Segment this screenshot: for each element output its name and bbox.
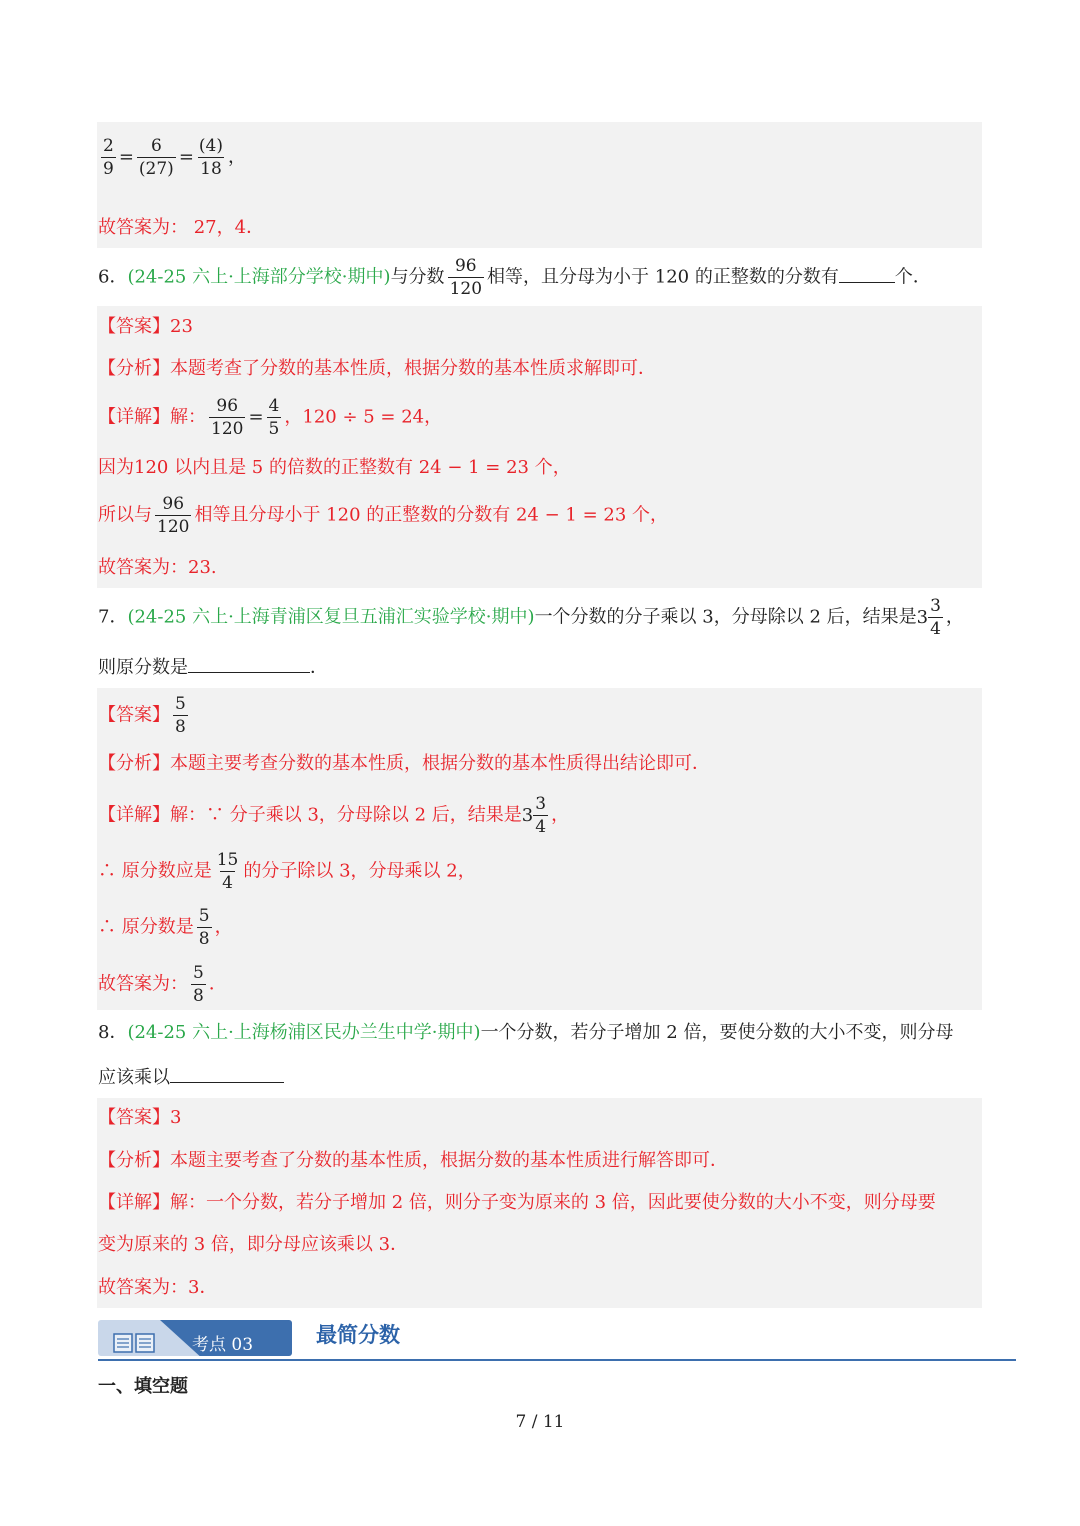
question-source: (24-25 六上·上海部分学校·期中) bbox=[127, 266, 391, 288]
conclusion-line: 故答案为： $\frac{5}{8}$ ． bbox=[98, 963, 227, 1006]
detail-line: 【详解】解： $\frac{96}{120}$ = $\frac{4}{5}$ ，120 ÷ 5 = 24， bbox=[98, 396, 443, 439]
fraction: $\frac{2}{9}$ bbox=[103, 136, 114, 179]
question-7: 7．(24-25 六上·上海青浦区复旦五浦汇实验学校·期中)一个分数的分子乘以 3，分母除以 2 后，结果是 3 $\frac{3}{4}$ ， bbox=[98, 596, 964, 639]
page-number: 7 / 11 bbox=[515, 1412, 565, 1432]
fraction: $\frac{(4)}{18}$ bbox=[198, 136, 224, 179]
fraction: $\frac{6}{(27)}$ bbox=[138, 136, 174, 179]
answer-line: 【答案】23 bbox=[98, 316, 193, 337]
question-7-line2: 则原分数是 ． bbox=[98, 654, 328, 680]
detail-line: 【详解】解：一个分数，若分子增加 2 倍，则分子变为原来的 3 倍，因此要使分数的大小不变，则分母要 bbox=[98, 1192, 936, 1213]
analysis-line: 【分析】本题主要考查了分数的基本性质，根据分数的基本性质进行解答即可． bbox=[98, 1150, 728, 1171]
conclusion-line: 故答案为：3． bbox=[98, 1277, 218, 1298]
answer-blank bbox=[170, 1064, 284, 1083]
analysis-line: 【分析】本题主要考查分数的基本性质，根据分数的基本性质得出结论即可． bbox=[98, 753, 710, 774]
subheading: 一、填空题 bbox=[98, 1376, 188, 1397]
answer-conclusion: 故答案为： 27，4． bbox=[98, 217, 265, 238]
conclusion-line: 故答案为：23. bbox=[98, 557, 217, 578]
question-source: (24-25 六上·上海青浦区复旦五浦汇实验学校·期中) bbox=[127, 606, 535, 628]
analysis-line: 【分析】本题考查了分数的基本性质，根据分数的基本性质求解即可． bbox=[98, 358, 656, 379]
detail-line: 【详解】解：∵ 分子乘以 3，分母除以 2 后，结果是 3 $\frac{3}{4}$ ， bbox=[98, 794, 570, 837]
detail-line: 因为120 以内且是 5 的倍数的正整数有 24 − 1 = 23 个， bbox=[98, 457, 571, 478]
answer-line: 【答案】3 bbox=[98, 1107, 182, 1128]
book-icon bbox=[113, 1333, 157, 1353]
answer-blank bbox=[839, 264, 895, 283]
solution-box-q7 bbox=[97, 688, 982, 1010]
equation-line: $\frac{2}{9}$ = $\frac{6}{(27)}$ = $\frac{(4)}{18}$ ， bbox=[103, 136, 247, 179]
solution-box-q6 bbox=[97, 306, 982, 588]
section-title: 最简分数 bbox=[316, 1322, 400, 1347]
question-8-line2: 应该乘以 bbox=[98, 1064, 284, 1090]
answer-blank bbox=[188, 654, 310, 673]
detail-line: ∴ 原分数应是 $\frac{15}{4}$ 的分子除以 3，分母乘以 2， bbox=[98, 850, 476, 893]
question-source: (24-25 六上·上海杨浦区民办兰生中学·期中) bbox=[127, 1022, 481, 1043]
question-8: 8．(24-25 六上·上海杨浦区民办兰生中学·期中)一个分数，若分子增加 2 倍，要使分数的大小不变，则分母 bbox=[98, 1022, 954, 1043]
section-divider bbox=[98, 1359, 1016, 1361]
answer-line: 【答案】 $\frac{5}{8}$ bbox=[98, 694, 186, 737]
section-kp-label: 考点 03 bbox=[192, 1335, 254, 1355]
question-6: 6．(24-25 六上·上海部分学校·期中)与分数 $\frac{96}{120}$ 相等，且分母为小于 120 的正整数的分数有 个． bbox=[98, 256, 931, 299]
detail-line: ∴ 原分数是 $\frac{5}{8}$ ， bbox=[98, 906, 233, 949]
detail-line: 所以与 $\frac{96}{120}$ 相等且分母小于 120 的正整数的分数有 24 − 1 = 23 个， bbox=[98, 494, 669, 537]
detail-line: 变为原来的 3 倍，即分母应该乘以 3． bbox=[98, 1234, 409, 1255]
